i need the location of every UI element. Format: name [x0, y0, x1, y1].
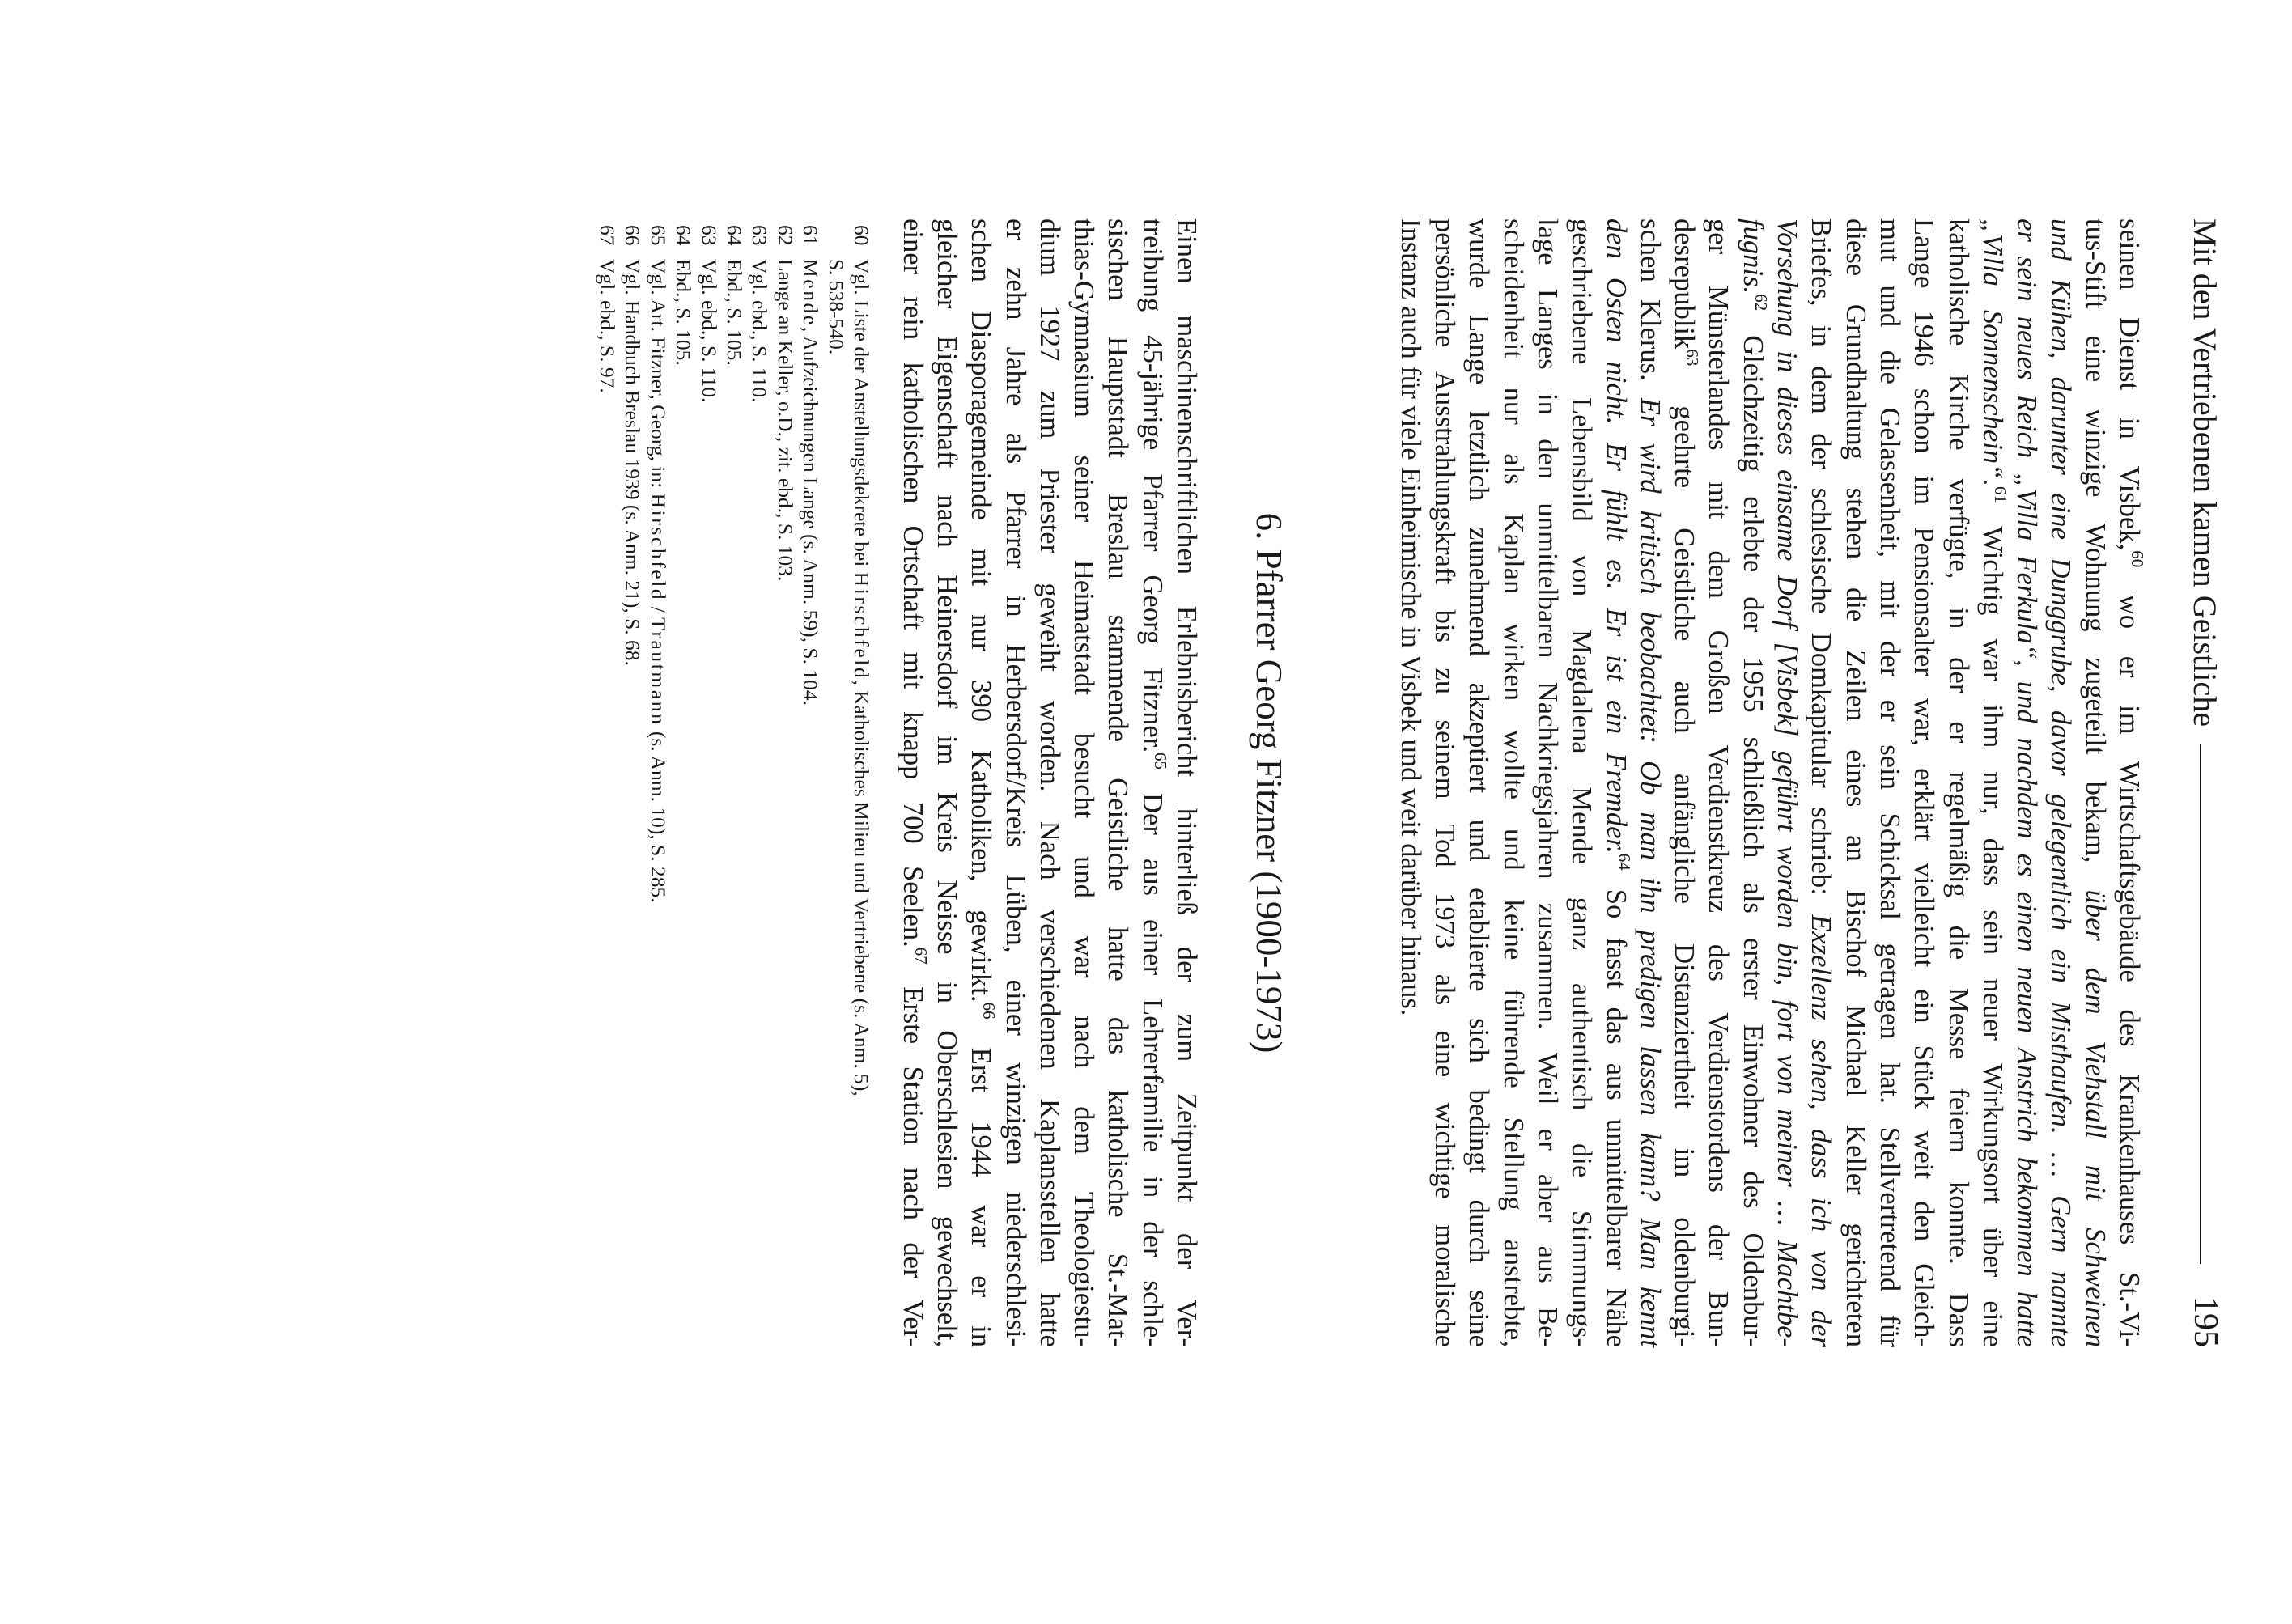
text-line	[1462, 218, 1496, 1347]
text-run: desrepublik	[1669, 218, 1700, 350]
footnote-ref: 66	[979, 1002, 1000, 1020]
text-line	[1393, 218, 1427, 1347]
author-name: Hirschfeld	[646, 493, 670, 602]
quote-italic: er sein neues Reich „Villa Ferkula“, und nachdem es einen neuen Anstrich bekommen hatte	[2011, 218, 2043, 1347]
quote-italic: Exzellenz sehen, dass ich von der	[1806, 914, 1837, 1347]
text-run: seinen Dienst in Visbek,	[2114, 218, 2145, 551]
text-run: diese Grundhaltung stehen die Zeilen eines an Bischof Michael Keller gerichteten	[1840, 218, 1871, 1347]
footnote-item	[696, 225, 721, 1354]
text-run: (s. Anm. 10), S. 285.	[646, 726, 670, 903]
footnote-number: 63	[697, 225, 721, 246]
text-run: Briefes, in dem der schlesische Domkapitular schrieb:	[1806, 218, 1837, 915]
footnote-number: 60	[850, 225, 873, 246]
text-run: treibung 45-jährige Pfarrer Georg Fitzner.	[1136, 218, 1168, 753]
text-run: lage Langes in den unmittelbaren Nachkriegsjahren zusammen. Weil er aber aus Be-	[1531, 218, 1563, 1347]
text-run: Wichtig war ihm nur, dass sein neuer Wirkungsort über eine	[1976, 502, 2008, 1347]
footnote-text	[595, 259, 620, 1354]
text-run: Vgl. Handbuch Breslau 1939 (s. Anm. 21), S. 68.	[621, 259, 645, 666]
text-line	[1804, 218, 1838, 1347]
quote-italic: fugnis.	[1737, 218, 1768, 295]
author-name: Mende	[799, 259, 823, 327]
footnote-number: 66	[621, 225, 645, 246]
footnote-item	[747, 225, 772, 1354]
text-line	[1530, 218, 1564, 1347]
text-run: Lange an Keller, o.D., zit. ebd., S. 103.	[773, 259, 797, 582]
quote-italic: über dem Viehstall mit Schweinen	[2079, 889, 2111, 1347]
running-title: Mit den Vertriebenen kamen Geistliche	[2187, 218, 2224, 727]
text-run: Gleichzeitig erlebte der 1955 schließlich als erster Einwohner des Oldenbur-	[1737, 311, 1768, 1347]
text-run: , Katholisches Milieu und Vertriebene (s. Anm. 5),	[850, 680, 873, 1096]
footnote-text	[620, 259, 645, 1354]
footnote-ref: 65	[1150, 752, 1170, 770]
footnote-item	[671, 225, 696, 1354]
text-run: Vgl. ebd., S. 110.	[748, 259, 772, 403]
author-name: Trautmann	[646, 617, 670, 727]
text-line	[998, 218, 1032, 1347]
body-text-section-2	[895, 218, 1203, 1347]
footnote-text	[645, 259, 670, 1354]
text-run: gleicher Eigenschaft nach Heinersdorf im Kreis Neisse in Oberschlesien gewechselt,	[931, 218, 962, 1347]
text-run: schen Klerus.	[1634, 218, 1666, 398]
text-run: Der aus einer Lehrerfamilie in der schle-	[1136, 769, 1168, 1347]
text-run: thias-Gymnasium seiner Heimatstadt besucht und war nach dem Theologiestu-	[1068, 218, 1100, 1347]
quote-italic: „Villa Sonnenschein“.	[1976, 218, 2008, 486]
footnote-number: 67	[595, 225, 619, 246]
footnote-ref: 67	[910, 947, 931, 965]
footnote-ref: 61	[1990, 486, 2010, 503]
text-line	[1101, 218, 1135, 1347]
footnote-number: 64	[722, 225, 746, 246]
text-run: geehrte Geistliche auch anfängliche Distanziertheit im oldenburgi-	[1669, 366, 1700, 1347]
text-line	[1428, 218, 1462, 1347]
text-line	[1667, 218, 1701, 1347]
footnote-text	[722, 259, 747, 1354]
text-run: Vgl. ebd., S. 97.	[595, 259, 619, 393]
text-run: Lange 1946 schon im Pensionsalter war, erklärt vielleicht ein Stück weit den Gleich-	[1908, 218, 1940, 1347]
text-run: geschriebene Lebensbild von Magdalena Mende ganz authentisch die Stimmungs-	[1566, 218, 1598, 1347]
footnote-number: 62	[773, 225, 797, 246]
text-run: Einen maschinenschriftlichen Erlebnisbericht hinterließ der zum Zeitpunkt der Ver-	[1171, 218, 1202, 1347]
text-run: wurde Lange letztlich zunehmend akzeptiert und etablierte sich bedingt durch seine	[1463, 218, 1495, 1347]
text-run: mut und die Gelassenheit, mit der er sein Schicksal getragen hat. Stellvertretend für	[1874, 218, 1905, 1347]
text-line	[895, 218, 929, 1347]
text-line	[1496, 218, 1530, 1347]
footnote-text	[849, 259, 874, 1354]
quote-italic: den Osten nicht. Er fühlt es. Er ist ein Fremder.	[1600, 218, 1632, 854]
text-run: katholische Kirche verfügte, in der er regelmäßig die Messe feiern konnte. Dass	[1942, 218, 1974, 1347]
quote-italic: Er wird kritisch beobachtet: Ob man ihn predigen lassen kann? Man kennt	[1634, 397, 1666, 1347]
text-run: dium 1927 zum Priester geweiht worden. Nach verschiedenen Kaplansstellen hatte	[1034, 218, 1065, 1347]
text-run: Vgl. ebd., S. 110.	[697, 259, 721, 403]
text-line	[1598, 218, 1632, 1347]
footnote-text	[823, 259, 848, 1354]
footnote-text	[798, 259, 823, 1354]
text-run: Vgl. Liste der Anstellungsdekrete bei	[850, 259, 873, 572]
text-run: S. 538-540.	[824, 259, 848, 355]
footnote-item	[645, 225, 670, 1354]
text-line	[1770, 218, 1804, 1347]
footnote-text	[696, 259, 721, 1354]
text-run: sischen Hauptstadt Breslau stammende Geistliche hatte das katholische St.-Mat-	[1102, 218, 1134, 1347]
text-run: Erst 1944 war er in	[966, 1019, 997, 1348]
footnote-item	[722, 225, 747, 1354]
footnote-ref: 63	[1683, 349, 1703, 367]
text-run: tus-Stift eine winzige Wohnung zugeteilt bekam,	[2079, 218, 2111, 890]
footnote-number	[823, 225, 848, 259]
text-line	[1564, 218, 1598, 1347]
text-line	[1701, 218, 1735, 1347]
footnotes	[595, 225, 874, 1354]
section-heading: 6. Pfarrer Georg Fitzner (1900-1973)	[1249, 512, 1289, 1054]
footnote-text	[747, 259, 772, 1354]
text-line	[2112, 218, 2146, 1347]
footnote-number: 63	[748, 225, 772, 246]
text-line	[2010, 218, 2044, 1347]
running-header	[2177, 218, 2234, 1347]
text-line	[2078, 218, 2112, 1347]
text-run: Ebd., S. 105.	[672, 259, 696, 366]
text-line	[1838, 218, 1872, 1347]
text-run: Erste Station nach der Ver-	[897, 964, 928, 1347]
text-line	[930, 218, 964, 1347]
text-run: , Aufzeichnungen Lange (s. Anm. 59), S. 104.	[799, 326, 823, 706]
page-number: 195	[2187, 1296, 2224, 1347]
quote-italic: Vorsehung in dieses einsame Dorf [Visbek] geführt worden bin, fort von meiner … Machtbe-	[1772, 218, 1803, 1347]
text-run: persönliche Ausstrahlungskraft bis zu seinem Tod 1973 als eine wichtige moralische	[1429, 218, 1461, 1347]
text-line	[1033, 218, 1067, 1347]
text-run: Instanz auch für viele Einheimische in Visbek und weit darüber hinaus.	[1394, 218, 1426, 1016]
text-run: Ebd., S. 105.	[722, 259, 746, 366]
footnote-item	[772, 225, 797, 1354]
text-line	[1169, 218, 1203, 1347]
text-run: wo er im Wirtschaftsgebäude des Krankenhauses St.-Vi-	[2114, 567, 2145, 1347]
text-run: einer rein katholischen Ortschaft mit knapp 700 Seelen.	[897, 218, 928, 948]
text-run: /	[646, 601, 670, 618]
footnote-ref: 64	[1614, 853, 1634, 871]
footnote-number: 61	[799, 225, 823, 246]
text-run: er zehn Jahre als Pfarrer in Herbersdorf/Kreis Lüben, einer winzigen niederschlesi-	[1000, 218, 1031, 1347]
author-name: Hirschfeld	[850, 571, 873, 681]
footnote-item	[798, 225, 823, 1354]
text-line	[1067, 218, 1101, 1347]
text-run: schen Diasporagemeinde mit nur 390 Katholiken, gewirkt.	[966, 218, 997, 1003]
text-line	[1941, 218, 1975, 1347]
header-rule	[2200, 744, 2201, 1264]
footnote-number: 64	[672, 225, 696, 246]
footnote-ref: 62	[1751, 294, 1771, 312]
footnote-item	[849, 225, 874, 1354]
text-line	[2044, 218, 2078, 1347]
quote-italic: und Kühen, darunter eine Dunggrube, davor gelegentlich ein Misthaufen. … Gern nannte	[2045, 218, 2077, 1347]
text-run: So fasst das aus unmittelbarer Nähe	[1600, 870, 1632, 1347]
footnote-ref: 60	[2128, 550, 2147, 568]
text-line	[1873, 218, 1907, 1347]
text-line	[964, 218, 998, 1347]
text-line	[1735, 218, 1769, 1347]
text-run: scheidenheit nur als Kaplan wirken wollte und keine führende Stellung anstrebte,	[1497, 218, 1529, 1347]
text-run: ger Münsterlandes mit dem Großen Verdienstkreuz des Verdienstordens der Bun-	[1703, 218, 1734, 1347]
text-line	[1976, 218, 2010, 1347]
text-line	[1907, 218, 1941, 1347]
footnote-item	[595, 225, 620, 1354]
footnote-text	[671, 259, 696, 1354]
body-text-section-1	[1393, 218, 2146, 1347]
text-run: Vgl. Art. Fitzner, Georg, in:	[646, 259, 670, 494]
footnote-item	[620, 225, 645, 1354]
footnote-number: 65	[646, 225, 670, 246]
footnote-text	[772, 259, 797, 1354]
text-line	[1633, 218, 1667, 1347]
text-line	[1135, 218, 1169, 1347]
footnote-item	[823, 225, 848, 1354]
